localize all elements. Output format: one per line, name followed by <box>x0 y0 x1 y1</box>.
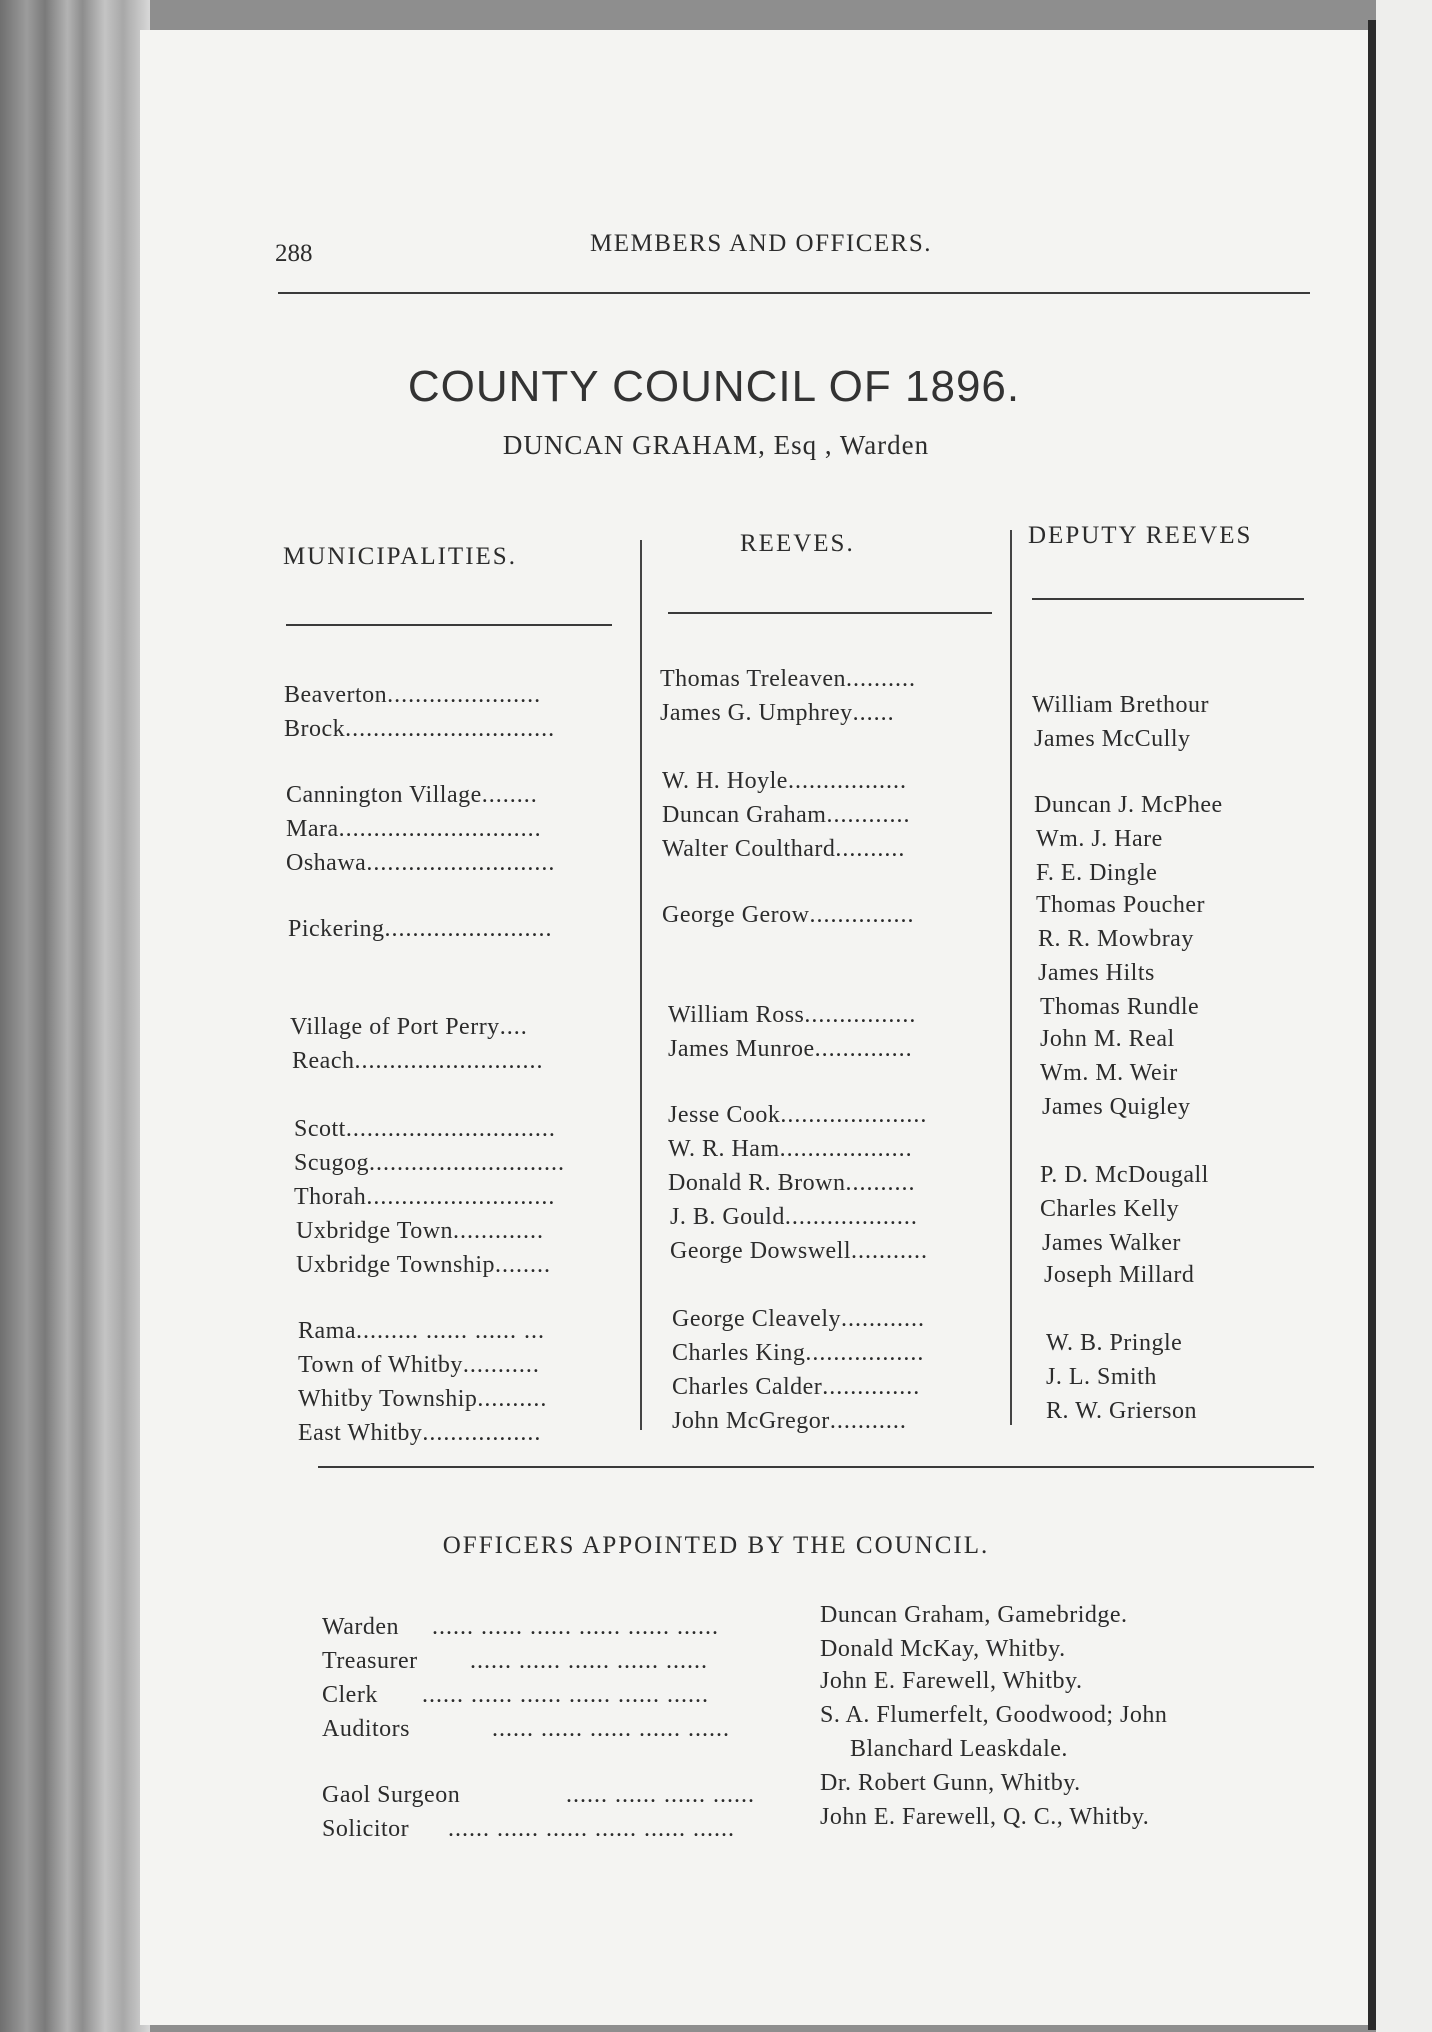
page-gutter-shadow <box>1368 20 1376 2030</box>
list-item-deputy-reeve: Charles Kelly <box>1040 1196 1180 1222</box>
officer-role: Gaol Surgeon <box>322 1782 461 1808</box>
list-item-reeve: Jesse Cook..................... <box>668 1102 928 1128</box>
list-item-deputy-reeve: F. E. Dingle <box>1036 860 1158 886</box>
column-header-deputy-reeves: DEPUTY REEVES <box>1028 522 1253 549</box>
officer-name: John E. Farewell, Q. C., Whitby. <box>820 1804 1150 1830</box>
list-item-reeve: J. B. Gould................... <box>670 1204 918 1230</box>
column-header-reeves: REEVES. <box>740 530 855 557</box>
municipalities-heading-rule <box>286 624 612 626</box>
list-item-municipality: Mara............................. <box>286 816 542 842</box>
list-item-municipality: East Whitby................. <box>298 1420 542 1446</box>
list-item-municipality: Rama......... ...... ...... ... <box>298 1318 545 1344</box>
list-item-deputy-reeve: Duncan J. McPhee <box>1034 792 1223 818</box>
list-item-municipality: Beaverton...................... <box>284 682 542 708</box>
officer-role: Warden <box>322 1614 400 1640</box>
list-item-reeve: James G. Umphrey...... <box>660 700 895 726</box>
warden-line: DUNCAN GRAHAM, Esq , Warden <box>502 430 930 460</box>
officer-role: Solicitor <box>322 1816 410 1842</box>
officer-role: Auditors <box>322 1716 410 1742</box>
list-item-reeve: Thomas Treleaven.......... <box>660 666 916 692</box>
list-item-reeve: W. R. Ham................... <box>668 1136 913 1162</box>
list-item-municipality: Pickering........................ <box>288 916 553 942</box>
list-item-deputy-reeve: P. D. McDougall <box>1040 1162 1209 1188</box>
book-binding <box>0 0 150 2032</box>
list-item-reeve: George Gerow............... <box>662 902 915 928</box>
officer-name: Dr. Robert Gunn, Whitby. <box>820 1770 1081 1796</box>
list-item-deputy-reeve: James McCully <box>1034 726 1191 752</box>
officer-name: Duncan Graham, Gamebridge. <box>820 1602 1128 1628</box>
facing-page-edge <box>1376 0 1432 2032</box>
list-item-reeve: John McGregor........... <box>672 1408 907 1434</box>
list-item-reeve: Walter Coulthard.......... <box>662 836 906 862</box>
list-item-deputy-reeve: James Walker <box>1042 1230 1181 1256</box>
officer-name: John E. Farewell, Whitby. <box>820 1668 1083 1694</box>
list-item-municipality: Uxbridge Town............. <box>296 1218 545 1244</box>
list-item-municipality: Uxbridge Township........ <box>296 1252 552 1278</box>
officer-role: Clerk <box>322 1682 378 1708</box>
list-item-reeve: James Munroe.............. <box>668 1036 913 1062</box>
list-item-deputy-reeve: W. B. Pringle <box>1046 1330 1183 1356</box>
list-item-reeve: Duncan Graham............ <box>662 802 911 828</box>
list-item-municipality: Whitby Township.......... <box>298 1386 548 1412</box>
list-item-reeve: William Ross................ <box>668 1002 917 1028</box>
list-item-deputy-reeve: J. L. Smith <box>1046 1364 1157 1390</box>
list-item-deputy-reeve: James Hilts <box>1038 960 1155 986</box>
page-title: COUNTY COUNCIL OF 1896. <box>407 362 1021 411</box>
leader-dots: ...... ...... ...... ...... ...... <box>470 1648 708 1674</box>
leader-dots: ...... ...... ...... ...... ...... ...... <box>432 1614 719 1640</box>
header-rule <box>278 292 1310 294</box>
list-item-reeve: George Cleavely............ <box>672 1306 925 1332</box>
list-item-reeve: Charles Calder.............. <box>672 1374 921 1400</box>
column-divider-right <box>1010 530 1012 1425</box>
officer-name: S. A. Flumerfelt, Goodwood; John <box>820 1702 1168 1728</box>
leader-dots: ...... ...... ...... ...... ...... ...... <box>448 1816 735 1842</box>
list-item-municipality: Thorah........................... <box>294 1184 556 1210</box>
running-title: MEMBERS AND OFFICERS. <box>590 230 932 257</box>
column-header-municipalities: MUNICIPALITIES. <box>283 543 517 570</box>
list-item-municipality: Village of Port Perry.... <box>290 1014 528 1040</box>
leader-dots: ...... ...... ...... ...... <box>566 1782 755 1808</box>
list-item-deputy-reeve: R. W. Grierson <box>1046 1398 1197 1424</box>
officer-name: Donald McKay, Whitby. <box>820 1636 1066 1662</box>
list-item-deputy-reeve: James Quigley <box>1042 1094 1191 1120</box>
officer-role: Treasurer <box>322 1648 418 1674</box>
page-number: 288 <box>275 240 313 267</box>
leader-dots: ...... ...... ...... ...... ...... <box>492 1716 730 1742</box>
list-item-municipality: Reach........................... <box>292 1048 544 1074</box>
list-item-deputy-reeve: Thomas Rundle <box>1040 994 1200 1020</box>
officer-name-continuation: Blanchard Leaskdale. <box>850 1736 1068 1762</box>
list-item-municipality: Scugog............................ <box>294 1150 565 1176</box>
list-item-deputy-reeve: R. R. Mowbray <box>1038 926 1194 952</box>
list-item-deputy-reeve: Wm. M. Weir <box>1040 1060 1178 1086</box>
list-item-reeve: Charles King................. <box>672 1340 925 1366</box>
list-item-municipality: Brock.............................. <box>284 716 556 742</box>
reeves-heading-rule <box>668 612 992 614</box>
list-item-deputy-reeve: Wm. J. Hare <box>1036 826 1163 852</box>
list-item-municipality: Cannington Village........ <box>286 782 538 808</box>
officers-section-title: OFFICERS APPOINTED BY THE COUNCIL. <box>442 1532 990 1559</box>
table-bottom-rule <box>318 1466 1314 1468</box>
list-item-deputy-reeve: Thomas Poucher <box>1036 892 1205 918</box>
list-item-reeve: W. H. Hoyle................. <box>662 768 907 794</box>
list-item-municipality: Town of Whitby........... <box>298 1352 540 1378</box>
list-item-reeve: George Dowswell........... <box>670 1238 929 1264</box>
list-item-municipality: Oshawa........................... <box>286 850 556 876</box>
list-item-deputy-reeve: William Brethour <box>1032 692 1209 718</box>
leader-dots: ...... ...... ...... ...... ...... ...... <box>422 1682 709 1708</box>
list-item-municipality: Scott.............................. <box>294 1116 556 1142</box>
list-item-reeve: Donald R. Brown.......... <box>668 1170 916 1196</box>
deputy-heading-rule <box>1032 598 1304 600</box>
list-item-deputy-reeve: John M. Real <box>1040 1026 1175 1052</box>
list-item-deputy-reeve: Joseph Millard <box>1044 1262 1195 1288</box>
column-divider-left <box>640 540 642 1430</box>
